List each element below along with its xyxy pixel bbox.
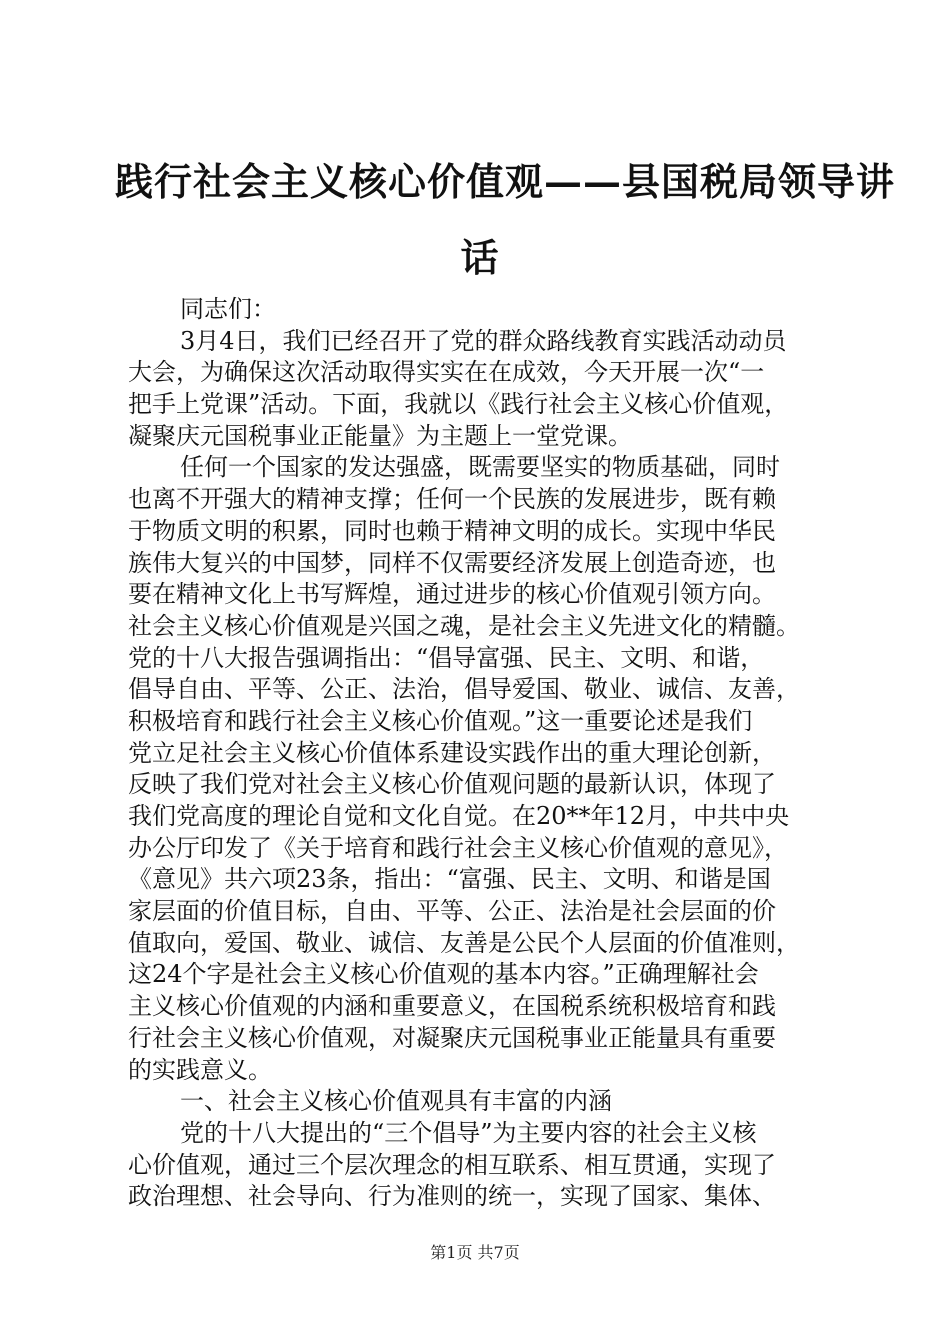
body-line: 值取向，爱国、敬业、诚信、友善是公民个人层面的价值准则， xyxy=(128,928,800,957)
body-line: 社会主义核心价值观是兴国之魂，是社会主义先进文化的精髓。 xyxy=(128,611,800,640)
body-line: 我们党高度的理论自觉和文化自觉。在20**年12月，中共中央 xyxy=(128,802,790,830)
body-line: 同志们： xyxy=(180,295,276,323)
body-line: 族伟大复兴的中国梦，同样不仅需要经济发展上创造奇迹，也 xyxy=(128,548,776,577)
body-line: 家层面的价值目标，自由、平等、公正、法治是社会层面的价 xyxy=(128,897,776,926)
body-line: 办公厅印发了《关于培育和践行社会主义核心价值观的意见》， xyxy=(128,833,788,862)
page-footer: 第1页 共7页 xyxy=(430,1243,520,1262)
body-line: 主义核心价值观的内涵和重要意义，在国税系统积极培育和践 xyxy=(128,992,776,1021)
body-line: 于物质文明的积累，同时也赖于精神文明的成长。实现中华民 xyxy=(128,516,776,545)
body-line: 党的十八大报告强调指出：“倡导富强、民主、文明、和谐， xyxy=(128,643,765,672)
body-line: 也离不开强大的精神支撑；任何一个民族的发展进步，既有赖 xyxy=(128,485,776,514)
body-line: 《意见》共六项23条，指出：“富强、民主、文明、和谐是国 xyxy=(128,865,771,894)
document-body xyxy=(128,294,828,1213)
body-line: 任何一个国家的发达强盛，既需要坚实的物质基础，同时 xyxy=(180,453,780,482)
body-line: 心价值观，通过三个层次理念的相互联系、相互贯通，实现了 xyxy=(128,1150,776,1179)
body-line: 要在精神文化上书写辉煌，通过进步的核心价值观引领方向。 xyxy=(128,580,776,609)
body-line: 把手上党课”活动。下面，我就以《践行社会主义核心价值观， xyxy=(128,390,789,419)
body-line: 一、社会主义核心价值观具有丰富的内涵 xyxy=(180,1087,612,1116)
body-line: 政治理想、社会导向、行为准则的统一，实现了国家、集体、 xyxy=(128,1182,776,1211)
body-line: 党立足社会主义核心价值体系建设实践作出的重大理论创新， xyxy=(128,738,776,767)
body-line: 党的十八大提出的“三个倡导”为主要内容的社会主义核 xyxy=(180,1118,757,1147)
body-line: 行社会主义核心价值观，对凝聚庆元国税事业正能量具有重要 xyxy=(128,1023,776,1052)
document-title-line-1: 践行社会主义核心价值观——县国税局领导讲 xyxy=(115,159,896,204)
body-line: 积极培育和践行社会主义核心价值观。”这一重要论述是我们 xyxy=(128,706,753,735)
document-title-line-2: 话 xyxy=(460,235,500,280)
body-line: 倡导自由、平等、公正、法治，倡导爱国、敬业、诚信、友善， xyxy=(128,675,800,704)
body-line: 3月4日，我们已经召开了党的群众路线教育实践活动动员 xyxy=(180,326,787,355)
body-line: 大会，为确保这次活动取得实实在在成效，今天开展一次“一 xyxy=(128,358,765,387)
body-line: 反映了我们党对社会主义核心价值观问题的最新认识，体现了 xyxy=(128,770,776,799)
body-line: 这24个字是社会主义核心价值观的基本内容。”正确理解社会 xyxy=(128,960,759,989)
body-line: 凝聚庆元国税事业正能量》为主题上一堂党课。 xyxy=(128,421,632,450)
body-line: 的实践意义。 xyxy=(128,1055,272,1084)
